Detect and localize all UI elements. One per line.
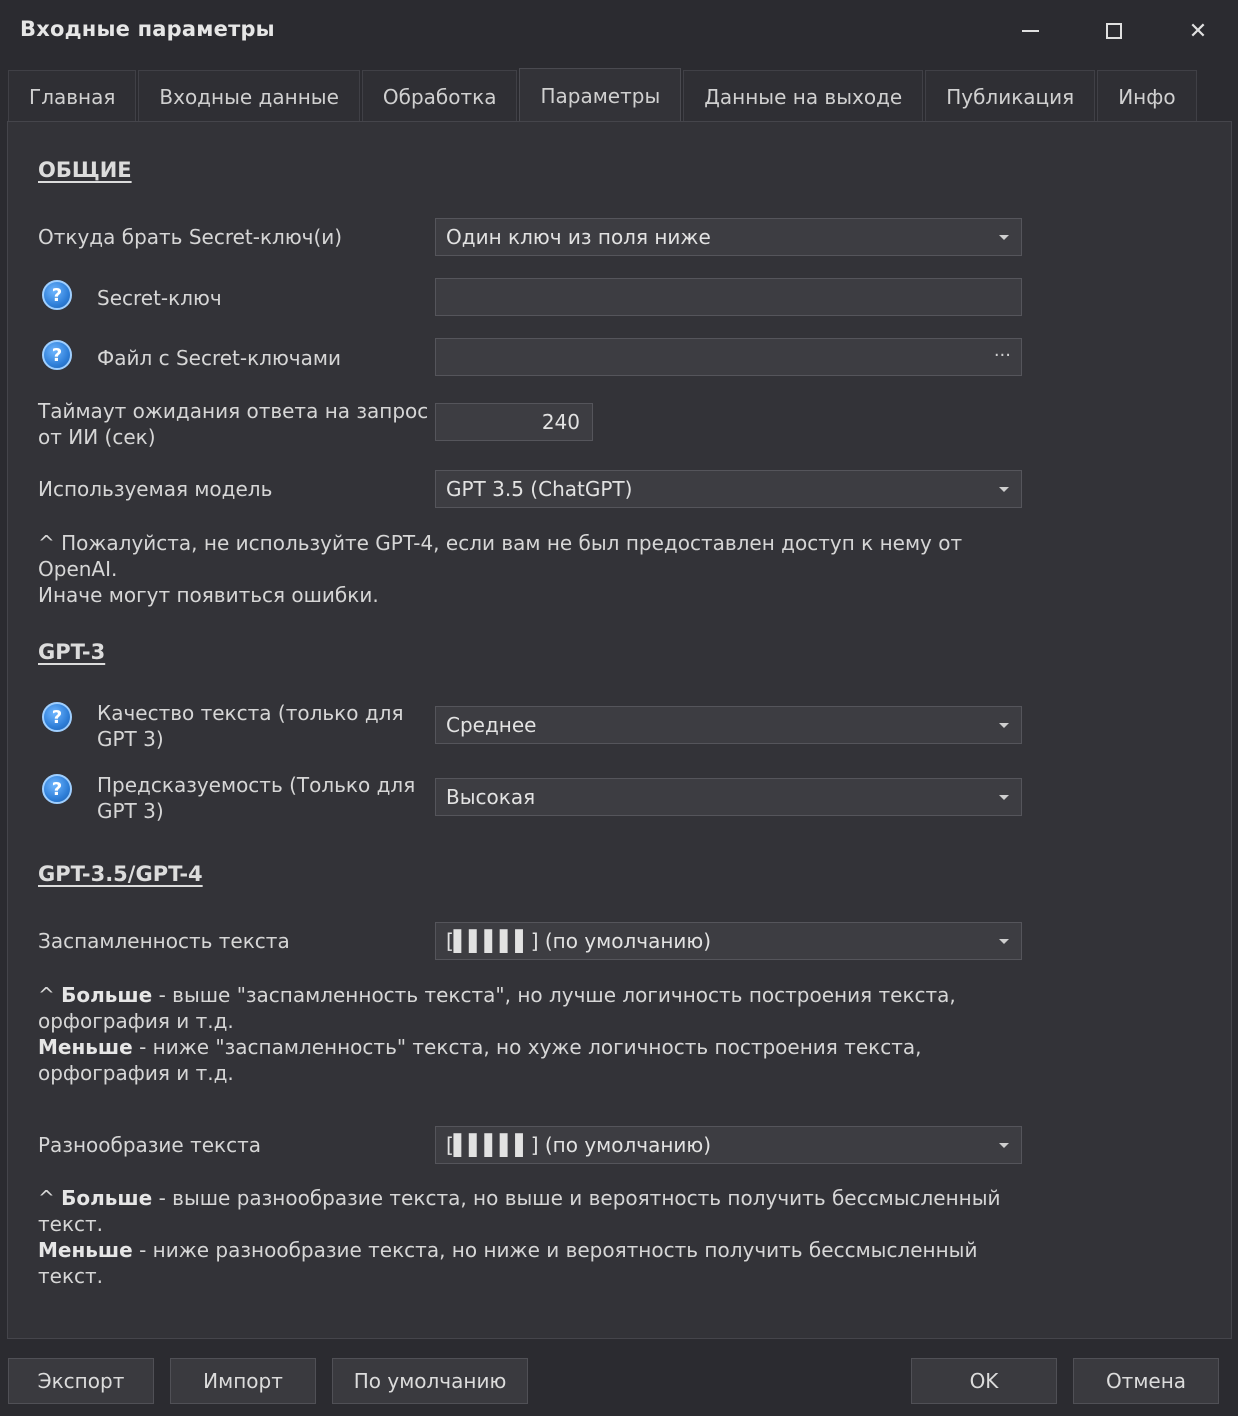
key-source-label: Откуда брать Secret-ключ(и) xyxy=(38,225,343,249)
less-text: - ниже "заспамленность" текста, но хуже логичность построения текста, xyxy=(132,1035,922,1059)
model-select[interactable] xyxy=(435,470,1022,508)
tab-info[interactable]: Инфо xyxy=(1097,70,1196,122)
timeout-label-line-2: от ИИ (сек) xyxy=(38,425,156,449)
model-note xyxy=(38,530,1038,608)
section-general-heading: ОБЩИЕ xyxy=(38,158,132,182)
spam-value: [▌▌▌▌▌] (по умолчанию) xyxy=(446,929,712,953)
help-icon[interactable]: ? xyxy=(42,340,72,370)
more-bold: Больше xyxy=(61,983,153,1007)
more-bold: Больше xyxy=(61,1186,153,1210)
browse-button[interactable]: ··· xyxy=(993,345,1011,366)
spam-note xyxy=(38,982,1038,1086)
variety-note xyxy=(38,1185,1038,1289)
chevron-down-icon xyxy=(999,723,1009,728)
secret-key-input[interactable] xyxy=(435,278,1022,316)
parameters-panel xyxy=(7,121,1232,1339)
quality-value: Среднее xyxy=(446,713,537,737)
chevron-down-icon xyxy=(999,1143,1009,1148)
model-label: Используемая модель xyxy=(38,477,273,501)
import-button[interactable]: Импорт xyxy=(170,1358,316,1404)
predictability-value: Высокая xyxy=(446,785,536,809)
export-button[interactable]: Экспорт xyxy=(8,1358,154,1404)
key-source-select[interactable] xyxy=(435,218,1022,256)
variety-value: [▌▌▌▌▌] (по умолчанию) xyxy=(446,1133,712,1157)
predictability-select[interactable] xyxy=(435,778,1022,816)
spam-note-more xyxy=(38,982,1038,1008)
predictability-label-line-2: GPT 3) xyxy=(97,799,164,823)
less-bold: Меньше xyxy=(38,1035,133,1059)
more-text: - выше разнообразие текста, но выше и вероятность получить бессмысленный xyxy=(152,1186,1001,1210)
key-file-label: Файл с Secret-ключами xyxy=(97,346,341,370)
minimize-button[interactable] xyxy=(1002,10,1058,52)
spam-note-more-2: орфография и т.д. xyxy=(38,1009,234,1033)
key-file-input[interactable] xyxy=(435,338,1022,376)
quality-label-line-2: GPT 3) xyxy=(97,727,164,751)
timeout-input[interactable]: 240 xyxy=(435,403,593,441)
caret-prefix: ^ xyxy=(38,983,62,1007)
model-note-line-2: Иначе могут появиться ошибки. xyxy=(38,583,379,607)
maximize-button[interactable] xyxy=(1086,10,1142,52)
caret-prefix: ^ xyxy=(38,1186,62,1210)
close-button[interactable] xyxy=(1170,10,1226,52)
quality-select[interactable] xyxy=(435,706,1022,744)
tab-parameters[interactable]: Параметры xyxy=(519,68,681,122)
section-gpt35-heading: GPT-3.5/GPT-4 xyxy=(38,862,203,886)
ok-button[interactable]: OK xyxy=(911,1358,1057,1404)
predictability-label-line-1: Предсказуемость (Только для xyxy=(97,773,416,797)
defaults-button[interactable]: По умолчанию xyxy=(332,1358,528,1404)
spam-label: Заспамленность текста xyxy=(38,929,290,953)
cancel-button[interactable]: Отмена xyxy=(1073,1358,1219,1404)
close-icon: ✕ xyxy=(1188,18,1208,44)
tab-publication[interactable]: Публикация xyxy=(925,70,1095,122)
model-note-line-1: ^ Пожалуйста, не используйте GPT-4, если вам не был предоставлен доступ к нему от OpenAI. xyxy=(38,531,963,581)
variety-note-more-2: текст. xyxy=(38,1212,104,1236)
minimize-icon xyxy=(1022,30,1039,32)
title-bar xyxy=(0,0,1238,62)
variety-select[interactable] xyxy=(435,1126,1022,1164)
chevron-down-icon xyxy=(999,939,1009,944)
less-text: - ниже разнообразие текста, но ниже и вероятность получить бессмысленный текст. xyxy=(38,1238,978,1288)
variety-label: Разнообразие текста xyxy=(38,1133,262,1157)
tab-main[interactable]: Главная xyxy=(8,70,136,122)
spam-note-less-2: орфография и т.д. xyxy=(38,1061,234,1085)
secret-key-label: Secret-ключ xyxy=(97,286,222,310)
window-title: Входные параметры xyxy=(20,17,275,41)
variety-note-more xyxy=(38,1185,1038,1211)
maximize-icon xyxy=(1106,23,1122,39)
tab-bar xyxy=(8,70,1199,122)
timeout-label-line-1: Таймаут ожидания ответа на запрос xyxy=(38,399,429,423)
section-gpt3-heading: GPT-3 xyxy=(38,640,106,664)
help-icon[interactable]: ? xyxy=(42,702,72,732)
tab-output-data[interactable]: Данные на выходе xyxy=(683,70,923,122)
chevron-down-icon xyxy=(999,487,1009,492)
quality-label-line-1: Качество текста (только для xyxy=(97,701,404,725)
key-source-value: Один ключ из поля ниже xyxy=(446,225,711,249)
chevron-down-icon xyxy=(999,235,1009,240)
help-icon[interactable]: ? xyxy=(42,774,72,804)
spam-select[interactable] xyxy=(435,922,1022,960)
help-icon[interactable]: ? xyxy=(42,280,72,310)
variety-note-less xyxy=(38,1237,1038,1289)
model-value: GPT 3.5 (ChatGPT) xyxy=(446,477,633,501)
tab-input-data[interactable]: Входные данные xyxy=(138,70,359,122)
tab-processing[interactable]: Обработка xyxy=(362,70,518,122)
more-text: - выше "заспамленность текста", но лучше логичность построения текста, xyxy=(152,983,956,1007)
spam-note-less xyxy=(38,1034,1038,1060)
less-bold: Меньше xyxy=(38,1238,133,1262)
chevron-down-icon xyxy=(999,795,1009,800)
